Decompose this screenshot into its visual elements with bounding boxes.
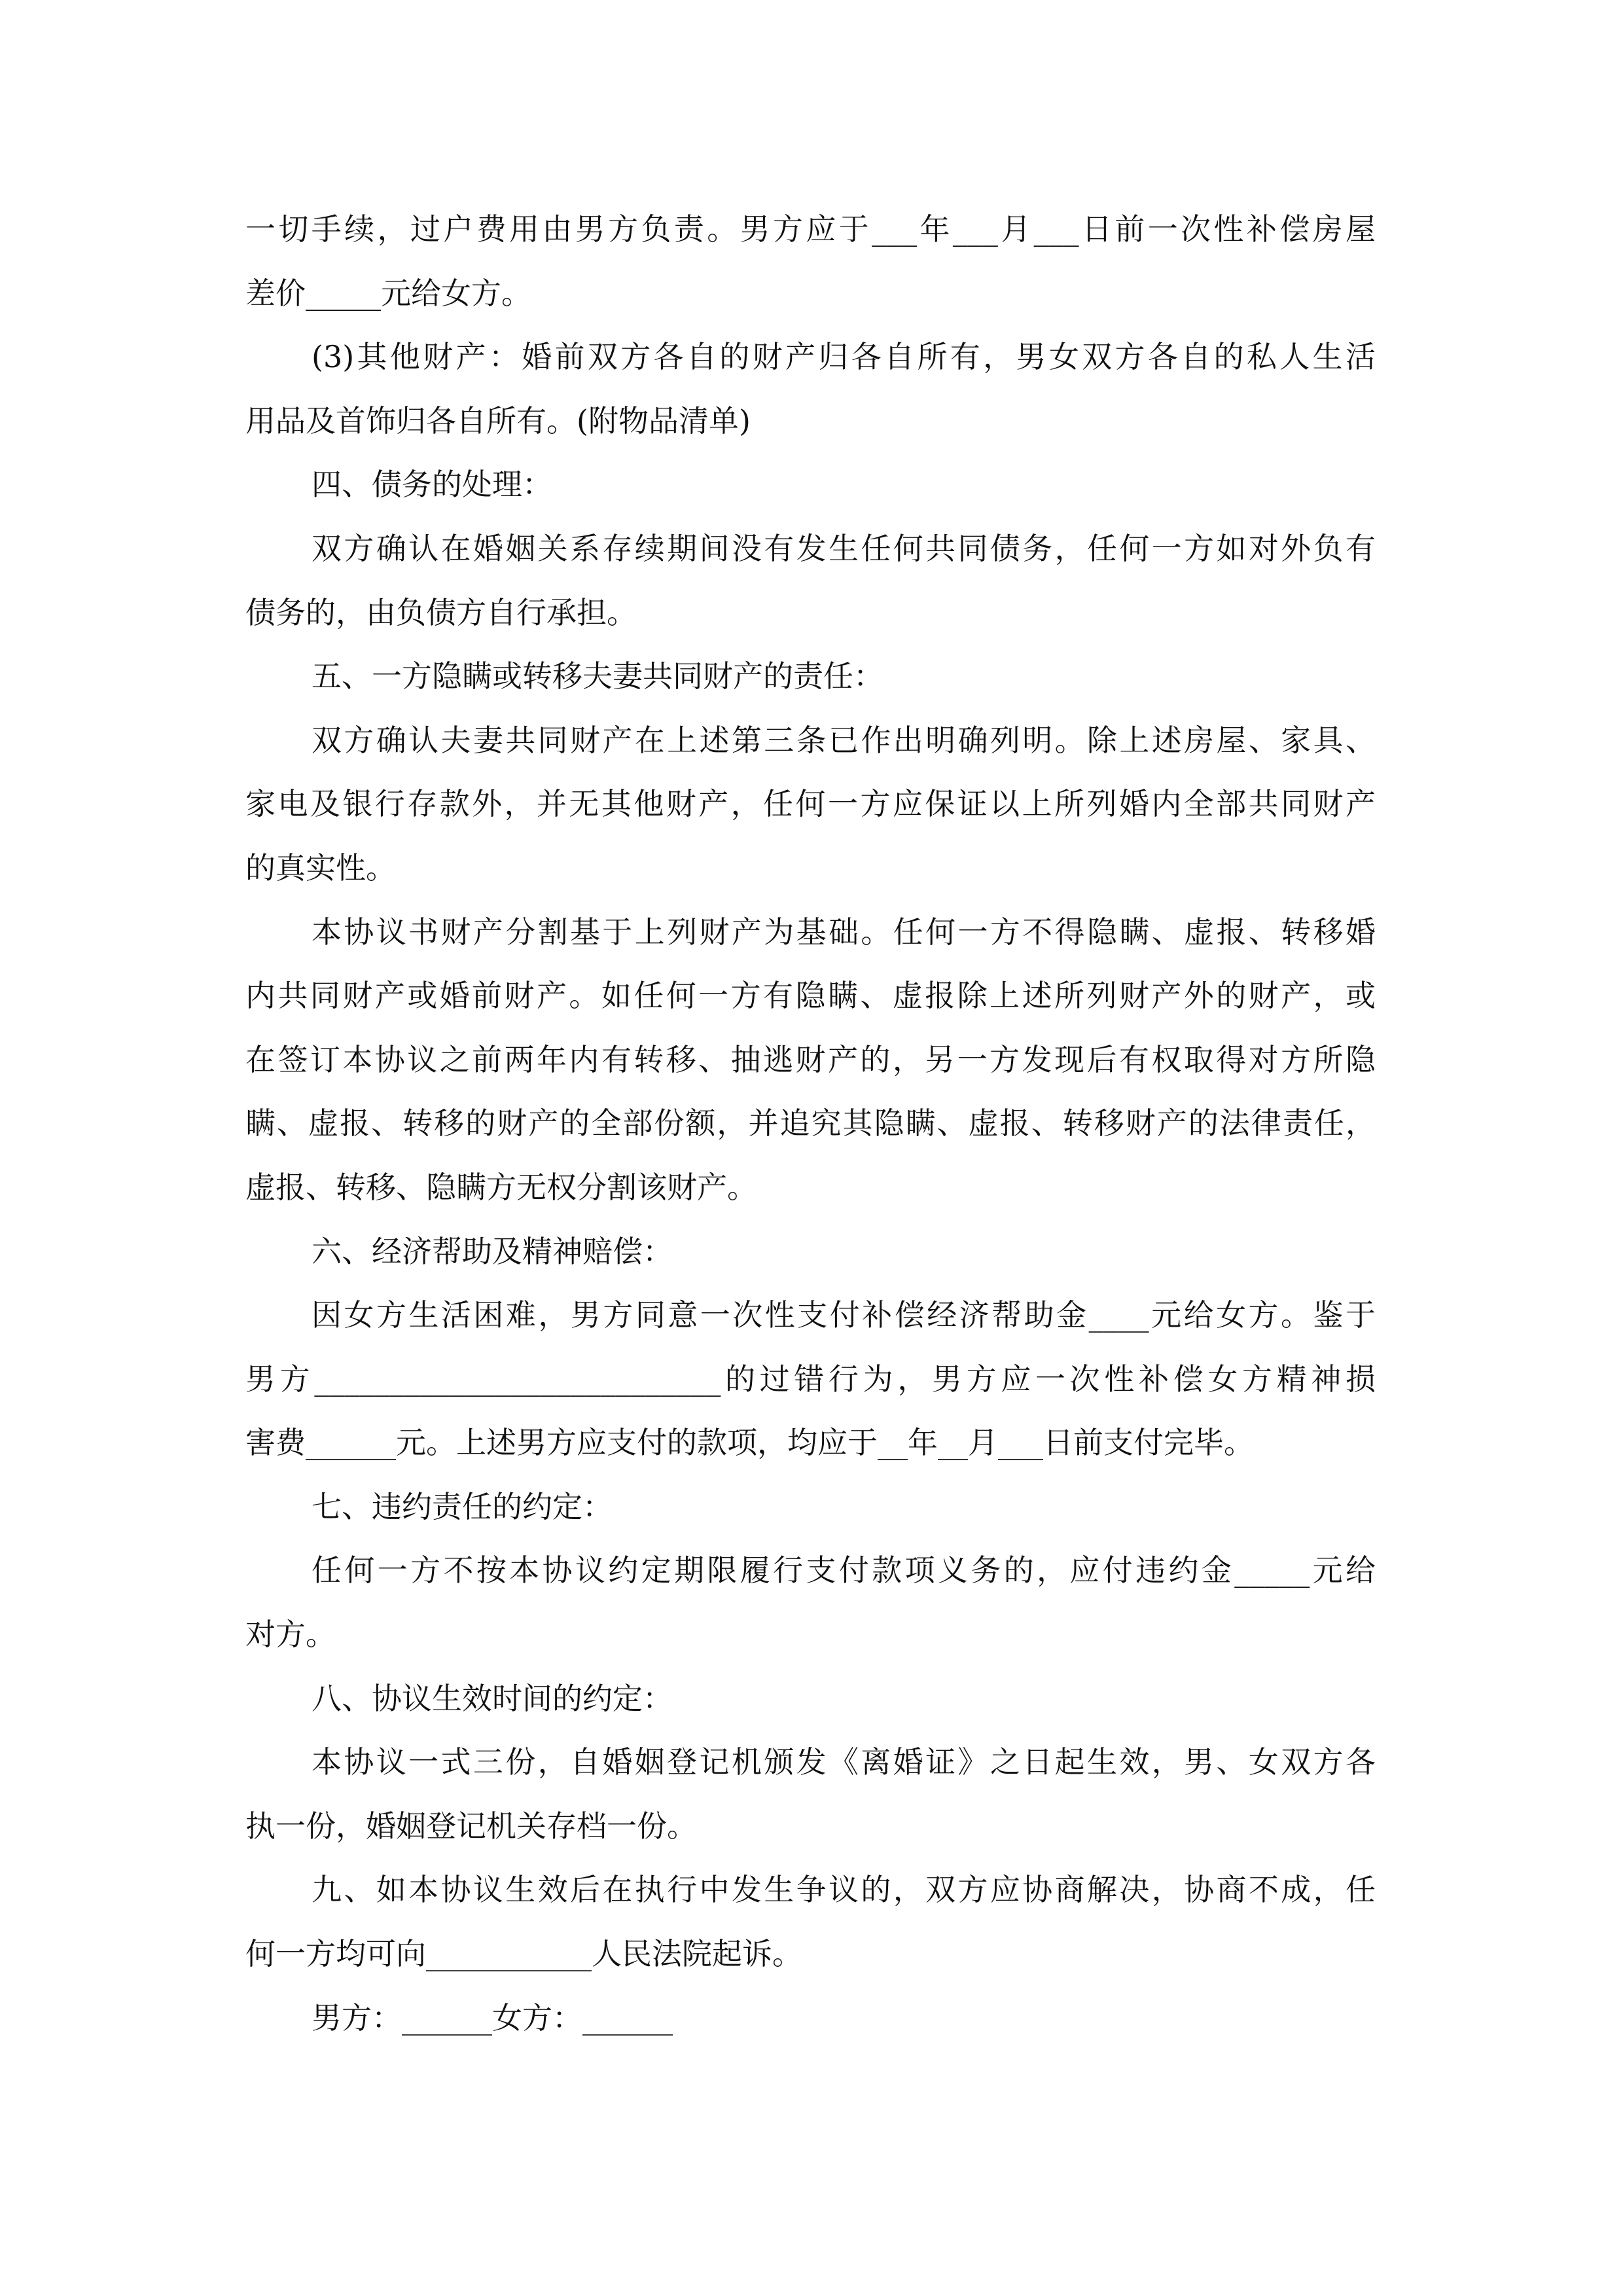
- text-line: 债务的，由负债方自行承担。: [245, 594, 637, 630]
- section-heading-breach: 七、违约责任的约定：: [312, 1488, 613, 1524]
- text-line: 害费______元。上述男方应支付的款项，均应于__年__月___日前支付完毕。: [245, 1425, 1254, 1461]
- text-line: 一切手续，过户费用由男方负责。男方应于___年___月___日前一次性补偿房屋: [245, 211, 1376, 247]
- section-heading-concealment: 五、一方隐瞒或转移夫妻共同财产的责任：: [312, 658, 883, 694]
- section-heading-compensation: 六、经济帮助及精神赔偿：: [312, 1233, 673, 1269]
- text-line: 内共同财产或婚前财产。如任何一方有隐瞒、虚报除上述所列财产外的财产，或: [245, 978, 1376, 1014]
- text-line: 家电及银行存款外，并无其他财产，任何一方应保证以上所列婚内全部共同财产: [245, 786, 1376, 822]
- section-heading-debts: 四、债务的处理：: [312, 467, 552, 503]
- text-line: 任何一方不按本协议约定期限履行支付款项义务的，应付违约金_____元给: [312, 1552, 1376, 1588]
- text-line: 本协议一式三份，自婚姻登记机颁发《离婚证》之日起生效，男、女双方各: [312, 1744, 1376, 1780]
- text-line: 执一份，婚姻登记机关存档一份。: [245, 1808, 697, 1844]
- text-line: 对方。: [245, 1617, 336, 1653]
- text-line: 何一方均可向___________人民法院起诉。: [245, 1936, 802, 1972]
- text-line: 在签订本协议之前两年内有转移、抽逃财产的，另一方发现后有权取得对方所隐: [245, 1041, 1376, 1077]
- text-line: 本协议书财产分割基于上列财产为基础。任何一方不得隐瞒、虚报、转移婚: [312, 914, 1376, 950]
- text-line: 双方确认在婚姻关系存续期间没有发生任何共同债务，任何一方如对外负有: [312, 530, 1376, 566]
- paragraph-other-property: (3)其他财产：婚前双方各自的财产归各自所有，男女双方各自的私人生活: [312, 339, 1376, 375]
- text-line: 因女方生活困难，男方同意一次性支付补偿经济帮助金____元给女方。鉴于: [312, 1297, 1376, 1333]
- section-heading-disputes: 九、如本协议生效后在执行中发生争议的，双方应协商解决，协商不成，任: [312, 1872, 1376, 1908]
- signature-line: 男方：______女方：______: [312, 2000, 673, 2036]
- text-line: 男方___________________________的过错行为，男方应一次性补偿女方精神损: [245, 1361, 1376, 1397]
- text-line: 用品及首饰归各自所有。(附物品清单): [245, 403, 751, 439]
- document-page: [245, 198, 1376, 2050]
- text-line: 双方确认夫妻共同财产在上述第三条已作出明确列明。除上述房屋、家具、: [312, 722, 1376, 758]
- section-heading-effective-date: 八、协议生效时间的约定：: [312, 1680, 673, 1716]
- text-line: 虚报、转移、隐瞒方无权分割该财产。: [245, 1169, 757, 1205]
- text-line: 差价_____元给女方。: [245, 275, 531, 311]
- text-line: 瞒、虚报、转移的财产的全部份额，并追究其隐瞒、虚报、转移财产的法律责任，: [245, 1105, 1376, 1141]
- text-line: 的真实性。: [245, 850, 396, 886]
